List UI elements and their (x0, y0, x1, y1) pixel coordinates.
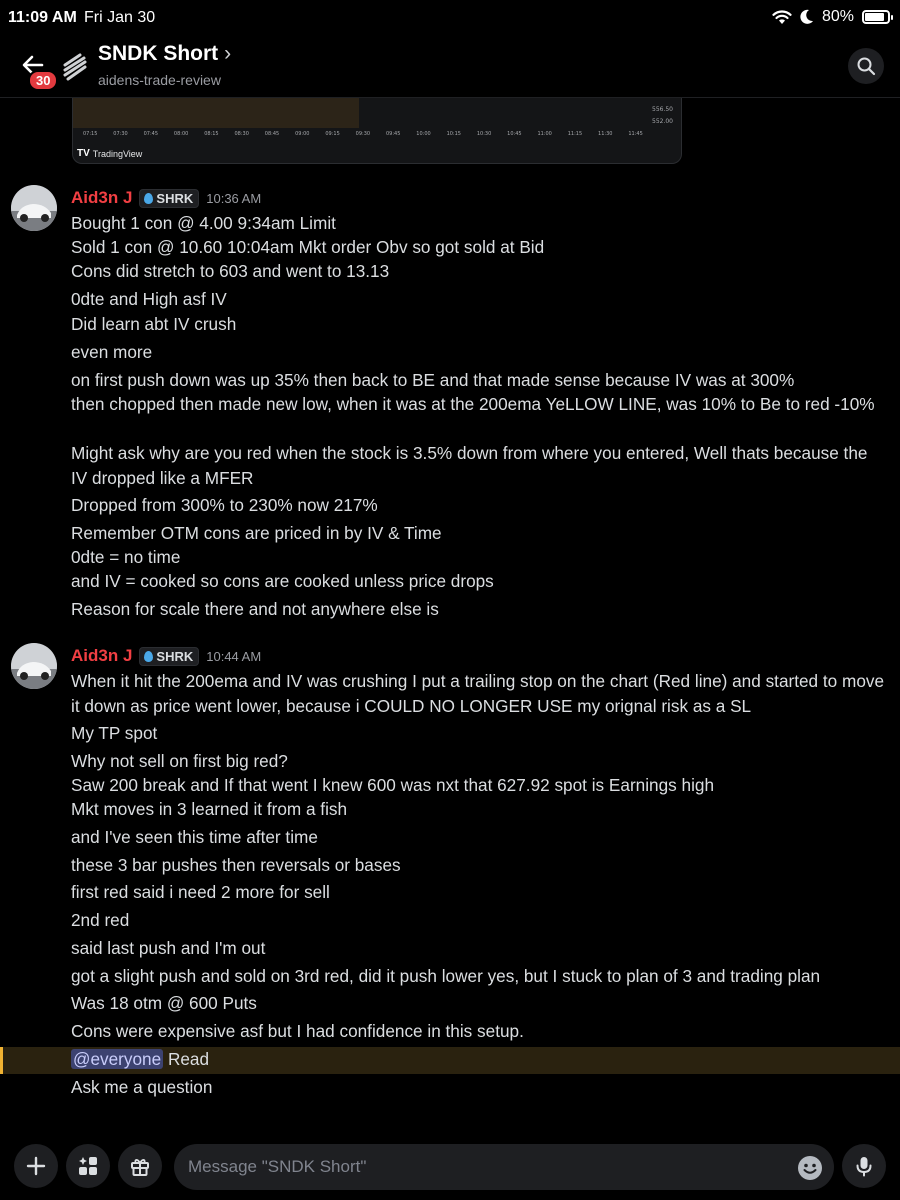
message-line: 0dte and High asf IV (71, 289, 227, 309)
message-line: Was 18 otm @ 600 Puts (71, 993, 257, 1013)
car-avatar-icon (11, 185, 57, 231)
message-line: Cons did stretch to 603 and went to 13.13 (71, 261, 390, 281)
drop-icon (144, 193, 153, 204)
chart-price-labels (652, 104, 673, 128)
chart-time-label: 09:15 (325, 131, 340, 137)
message-line: and I've seen this time after time (71, 827, 318, 847)
tradingview-brand (77, 148, 142, 159)
chart-time-label: 07:30 (113, 131, 128, 137)
chart-price-label: 552.00 (652, 118, 673, 125)
author-name[interactable]: Aid3n J (71, 646, 133, 665)
chart-time-label: 11:00 (537, 131, 552, 137)
timestamp: 10:44 AM (206, 648, 262, 664)
message-input[interactable] (174, 1144, 834, 1190)
message-line (71, 1047, 886, 1072)
message-line-text: Read (167, 1049, 210, 1069)
message-line: Remember OTM cons are priced in by IV & Time (71, 523, 442, 543)
thread-icon (60, 52, 90, 82)
chart-time-label: 08:00 (173, 131, 189, 137)
message-line: My TP spot (71, 723, 158, 743)
apps-icon (77, 1155, 99, 1177)
guild-tag[interactable] (139, 647, 199, 666)
timestamp: 10:36 AM (206, 190, 262, 206)
guild-tag[interactable] (139, 189, 199, 208)
message-header (71, 645, 261, 667)
status-bar (0, 0, 900, 36)
emoji-icon[interactable] (796, 1154, 824, 1182)
channel-title[interactable] (98, 42, 231, 66)
status-time: 11:09 AM (8, 9, 77, 26)
everyone-mention[interactable]: @everyone (73, 1049, 162, 1069)
moon-icon (800, 9, 814, 25)
tradingview-label: TradingView (92, 148, 143, 159)
search-icon (856, 56, 876, 76)
message-line: Why not sell on first big red? (71, 751, 288, 771)
chart-time-axis (83, 131, 643, 137)
chart-time-label: 08:15 (204, 131, 219, 137)
avatar[interactable] (11, 643, 57, 689)
message-line: Ask me a question (71, 1077, 213, 1097)
drop-icon (144, 651, 153, 662)
channel-header (0, 36, 900, 98)
message-line: got a slight push and sold on 3rd red, did it push lower yes, but I stuck to plan of 3 and trading plan (71, 966, 821, 986)
wifi-icon (772, 9, 792, 25)
voice-button[interactable] (842, 1144, 886, 1188)
message-line: 2nd red (71, 910, 130, 930)
chevron-right-icon: › (224, 42, 232, 65)
chart-image-attachment[interactable] (72, 98, 682, 164)
avatar[interactable] (11, 185, 57, 231)
tradingview-logo-icon: TV (77, 148, 90, 159)
message-line: Sold 1 con @ 10.60 10:04am Mkt order Obv so got sold at Bid (71, 237, 545, 257)
message-line: Might ask why are you red when the stock is 3.5% down from where you entered, Well thats because the IV dropped like a MFER (71, 443, 868, 488)
car-avatar-icon (11, 643, 57, 689)
chart-time-label: 10:45 (507, 131, 522, 137)
gift-icon (129, 1155, 151, 1177)
message-line: on first push down was up 35% then back to BE and that made sense because IV was at 300% (71, 370, 795, 390)
plus-icon (25, 1155, 47, 1177)
battery-icon (862, 10, 890, 24)
chart-time-label: 11:45 (628, 131, 643, 137)
channel-subtitle[interactable]: aidens-trade-review (98, 72, 221, 88)
chart-price-label: 556.50 (652, 106, 673, 113)
add-button[interactable] (14, 1144, 58, 1188)
chart-time-label: 07:45 (143, 131, 159, 137)
message-line: even more (71, 342, 153, 362)
author-name[interactable]: Aid3n J (71, 188, 133, 207)
unread-badge: 30 (28, 70, 58, 91)
message-line: When it hit the 200ema and IV was crushing I put a trailing stop on the chart (Red line) and started to move it down as price went lower, because i COULD NO LONGER USE my orignal risk as a SL (71, 671, 885, 716)
chart-time-label: 09:00 (295, 131, 310, 137)
chart-time-label: 09:30 (355, 131, 371, 137)
message-line: Mkt moves in 3 learned it from a fish (71, 799, 348, 819)
chart-time-label: 10:00 (416, 131, 431, 137)
chart-time-label: 11:15 (567, 131, 583, 137)
message-line: Saw 200 break and If that went I knew 600 was nxt that 627.92 spot is Earnings high (71, 775, 715, 795)
chart-time-label: 08:30 (234, 131, 249, 137)
message-line: these 3 bar pushes then reversals or bases (71, 855, 401, 875)
message-header (71, 187, 261, 209)
apps-button[interactable] (66, 1144, 110, 1188)
chart-time-label: 10:30 (476, 131, 492, 137)
message-line: first red said i need 2 more for sell (71, 882, 330, 902)
guild-tag-label: SHRK (156, 190, 194, 206)
channel-title-text: SNDK Short (98, 42, 219, 65)
status-indicators (772, 8, 890, 26)
message-line: Dropped from 300% to 230% now 217% (71, 495, 378, 515)
microphone-icon (853, 1155, 875, 1177)
guild-tag-label: SHRK (156, 648, 194, 664)
message-composer (0, 1136, 900, 1200)
chart-time-label: 10:15 (446, 131, 461, 137)
chart-time-label: 08:45 (264, 131, 280, 137)
message-line: Did learn abt IV crush (71, 314, 237, 334)
message-line: Reason for scale there and not anywhere else is (71, 599, 439, 619)
chart-volume-area (73, 98, 359, 128)
chart-time-label: 07:15 (83, 131, 98, 137)
chart-time-label: 09:45 (385, 131, 401, 137)
message-line: Bought 1 con @ 4.00 9:34am Limit (71, 213, 336, 233)
search-button[interactable] (848, 48, 884, 84)
status-date: Fri Jan 30 (84, 9, 156, 26)
chart-time-label: 11:30 (598, 131, 613, 137)
message-line: and IV = cooked so cons are cooked unless price drops (71, 571, 494, 591)
gift-button[interactable] (118, 1144, 162, 1188)
message-line: said last push and I'm out (71, 938, 266, 958)
battery-percent: 80% (821, 8, 854, 25)
message-line: then chopped then made new low, when it was at the 200ema YeLLOW LINE, was 10% to Be to red -10% (71, 394, 875, 414)
message-line: Cons were expensive asf but I had confidence in this setup. (71, 1021, 524, 1041)
message-line: 0dte = no time (71, 547, 181, 567)
